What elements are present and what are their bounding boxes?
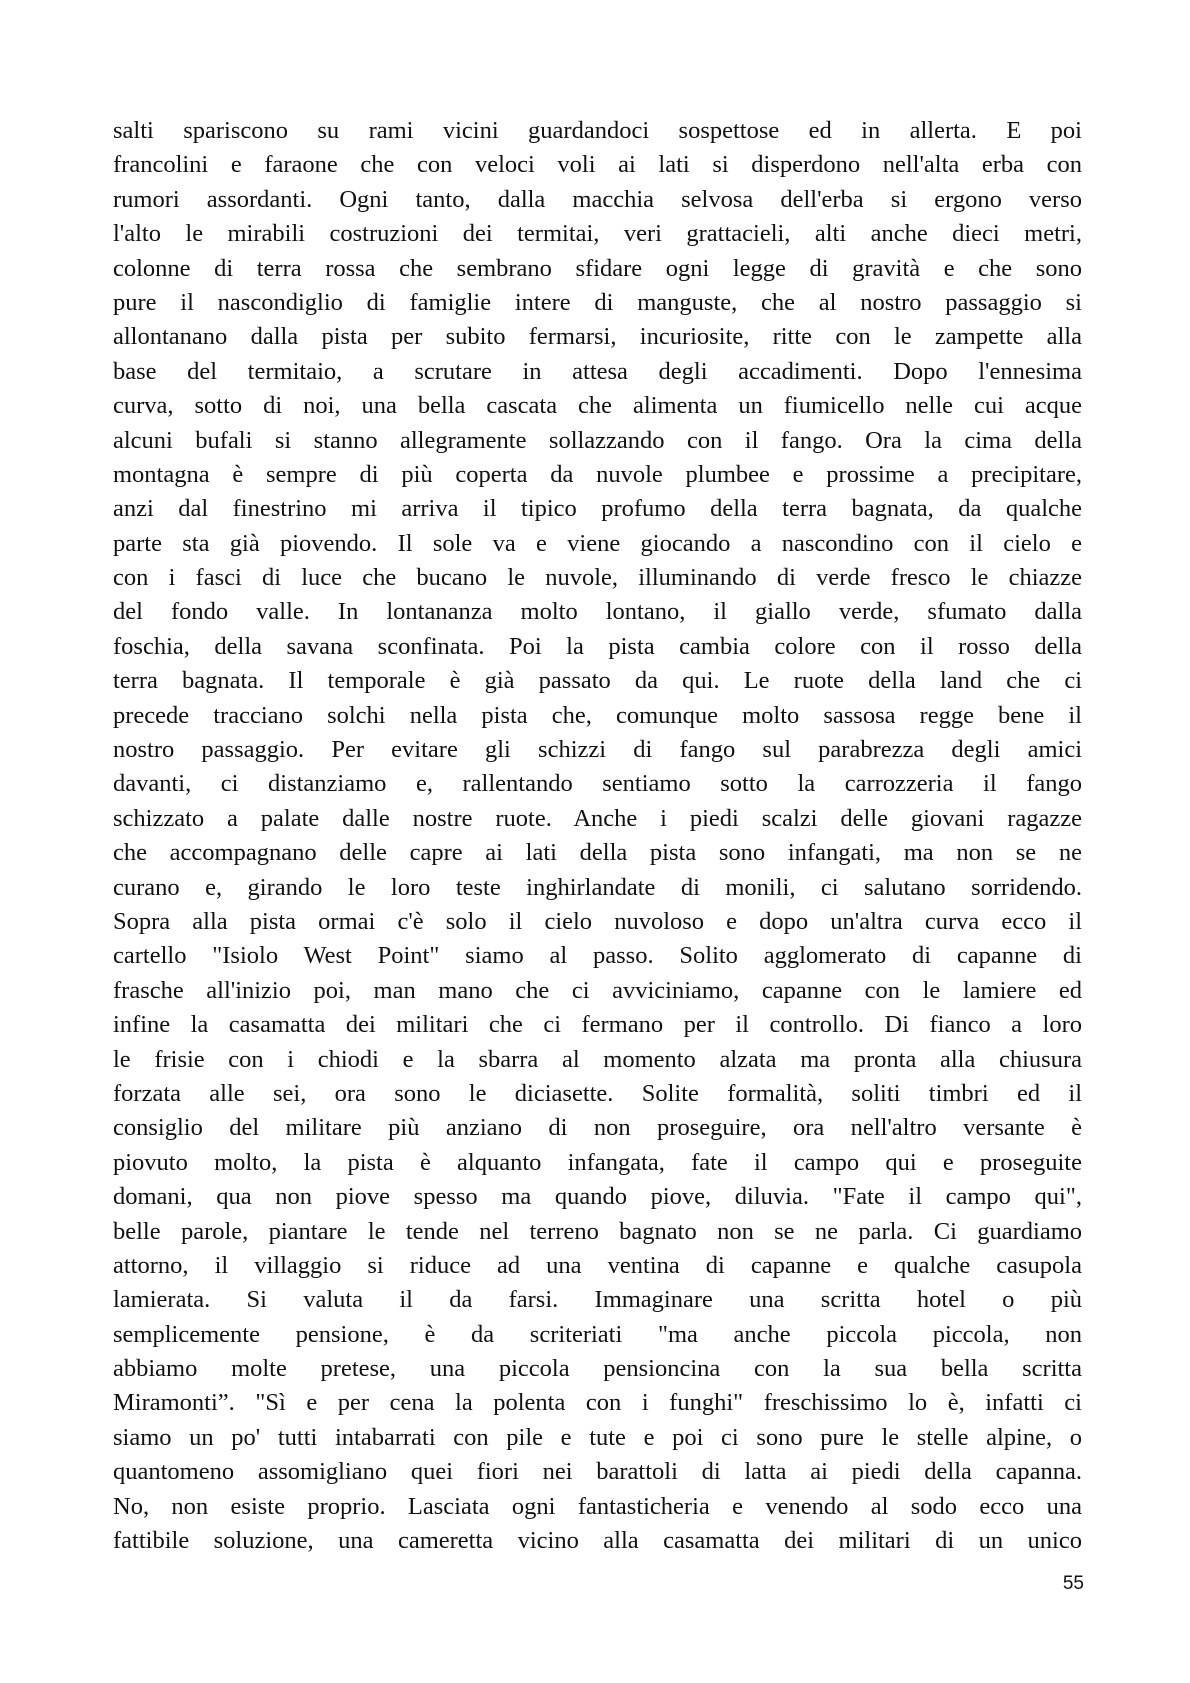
text-line: colonne di terra rossa che sembrano sfidare ogni legge di gravità e che sono xyxy=(113,254,1082,282)
text-line: le frisie con i chiodi e la sbarra al momento alzata ma pronta alla chiusura xyxy=(113,1045,1082,1073)
text-line: del fondo valle. In lontananza molto lontano, il giallo verde, sfumato dalla xyxy=(113,598,1082,626)
text-line: abbiamo molte pretese, una piccola pensioncina con la sua bella scritta xyxy=(113,1355,1082,1383)
text-line: semplicemente pensione, è da scriteriati "ma anche piccola piccola, non xyxy=(113,1320,1082,1348)
text-line: siamo un po' tutti intabarrati con pile e tute e poi ci sono pure le stelle alpine, o xyxy=(113,1423,1082,1451)
text-line: allontanano dalla pista per subito fermarsi, incuriosite, ritte con le zampette alla xyxy=(113,323,1082,351)
text-line: consiglio del militare più anziano di non proseguire, ora nell'altro versante è xyxy=(113,1114,1082,1142)
text-line: curano e, girando le loro teste inghirlandate di monili, ci salutano sorridendo. xyxy=(113,873,1082,901)
text-line: belle parole, piantare le tende nel terreno bagnato non se ne parla. Ci guardiamo xyxy=(113,1217,1082,1245)
text-line: pure il nascondiglio di famiglie intere di manguste, che al nostro passaggio si xyxy=(113,288,1082,316)
text-line: alcuni bufali si stanno allegramente sollazzando con il fango. Ora la cima della xyxy=(113,426,1082,454)
text-line: domani, qua non piove spesso ma quando piove, diluvia. "Fate il campo qui", xyxy=(113,1183,1082,1211)
text-line: frasche all'inizio poi, man mano che ci avviciniamo, capanne con le lamiere ed xyxy=(113,976,1082,1004)
text-line: base del termitaio, a scrutare in attesa degli accadimenti. Dopo l'ennesima xyxy=(113,357,1082,385)
page-number: 55 xyxy=(1062,1573,1084,1594)
text-line: nostro passaggio. Per evitare gli schizzi di fango sul parabrezza degli amici xyxy=(113,736,1082,764)
text-line: piovuto molto, la pista è alquanto infangata, fate il campo qui e proseguite xyxy=(113,1148,1082,1176)
text-line: curva, sotto di noi, una bella cascata che alimenta un fiumicello nelle cui acque xyxy=(113,392,1082,420)
text-line: parte sta già piovendo. Il sole va e viene giocando a nascondino con il cielo e xyxy=(113,529,1082,557)
text-line: quantomeno assomigliano quei fiori nei barattoli di latta ai piedi della capanna. xyxy=(113,1458,1082,1486)
text-line: schizzato a palate dalle nostre ruote. Anche i piedi scalzi delle giovani ragazze xyxy=(113,804,1082,832)
text-line: salti spariscono su rami vicini guardandoci sospettose ed in allerta. E poi xyxy=(113,117,1082,144)
text-line: No, non esiste proprio. Lasciata ogni fantasticheria e venendo al sodo ecco una xyxy=(113,1492,1082,1520)
text-line: francolini e faraone che con veloci voli ai lati si disperdono nell'alta erba con xyxy=(113,151,1082,179)
text-line: infine la casamatta dei militari che ci fermano per il controllo. Di fianco a loro xyxy=(113,1011,1082,1039)
text-line: attorno, il villaggio si riduce ad una ventina di capanne e qualche casupola xyxy=(113,1251,1082,1279)
text-line: anzi dal finestrino mi arriva il tipico profumo della terra bagnata, da qualche xyxy=(113,495,1082,523)
text-line: foschia, della savana sconfinata. Poi la pista cambia colore con il rosso della xyxy=(113,632,1082,660)
text-line: l'alto le mirabili costruzioni dei termitai, veri grattacieli, alti anche dieci metri, xyxy=(113,220,1082,248)
text-line: cartello "Isiolo West Point" siamo al passo. Solito agglomerato di capanne di xyxy=(113,942,1082,970)
text-line: rumori assordanti. Ogni tanto, dalla macchia selvosa dell'erba si ergono verso xyxy=(113,185,1082,213)
body-text xyxy=(113,114,1082,1558)
text-line: fattibile soluzione, una cameretta vicino alla casamatta dei militari di un unico xyxy=(113,1527,1082,1555)
text-line: con i fasci di luce che bucano le nuvole, illuminando di verde fresco le chiazze xyxy=(113,564,1082,592)
text-line: montagna è sempre di più coperta da nuvole plumbee e prossime a precipitare, xyxy=(113,460,1082,488)
text-line: Miramonti”. "Sì e per cena la polenta con i funghi" freschissimo lo è, infatti ci xyxy=(113,1389,1082,1417)
text-line: davanti, ci distanziamo e, rallentando sentiamo sotto la carrozzeria il fango xyxy=(113,770,1082,798)
text-line: precede tracciano solchi nella pista che, comunque molto sassosa regge bene il xyxy=(113,701,1082,729)
text-line: lamierata. Si valuta il da farsi. Immaginare una scritta hotel o più xyxy=(113,1286,1082,1314)
text-line: Sopra alla pista ormai c'è solo il cielo nuvoloso e dopo un'altra curva ecco il xyxy=(113,907,1082,935)
text-line: che accompagnano delle capre ai lati della pista sono infangati, ma non se ne xyxy=(113,839,1082,867)
text-line: forzata alle sei, ora sono le diciasette. Solite formalità, soliti timbri ed il xyxy=(113,1079,1082,1107)
text-line: terra bagnata. Il temporale è già passato da qui. Le ruote della land che ci xyxy=(113,667,1082,695)
